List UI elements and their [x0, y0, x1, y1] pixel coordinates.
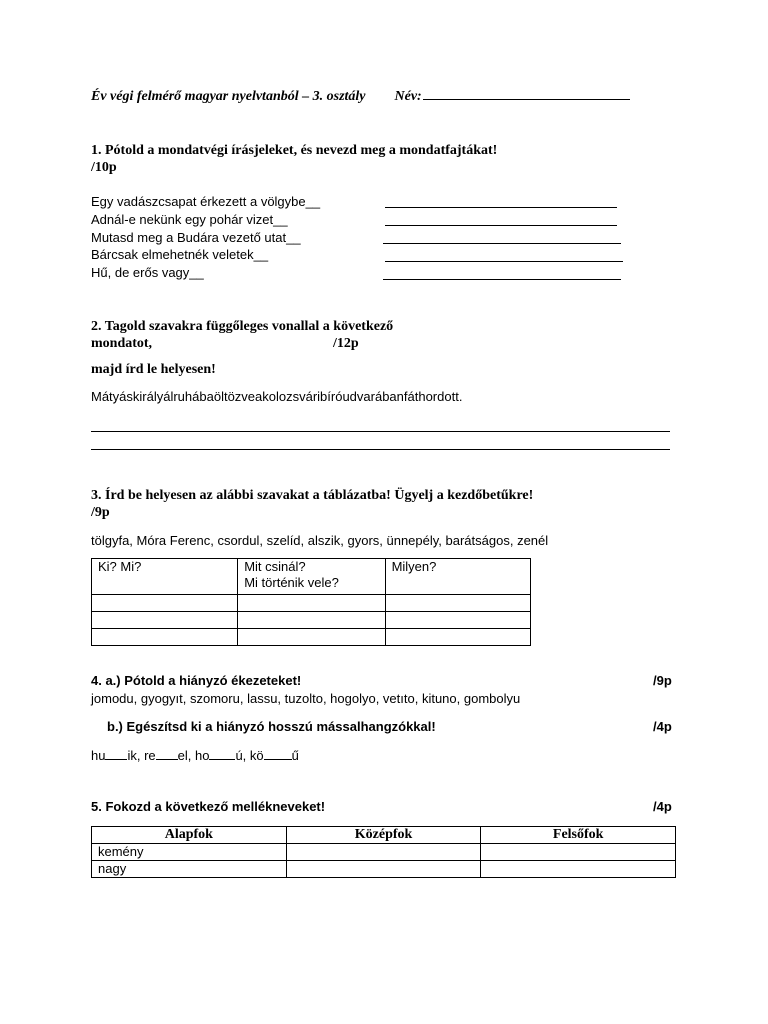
fill-blank[interactable] — [156, 747, 178, 760]
task3-points: /9p — [91, 505, 110, 520]
column-alapfok: Alapfok — [92, 827, 287, 844]
task2-answer-line-1[interactable] — [91, 431, 670, 432]
answer-line-2[interactable] — [385, 225, 617, 226]
table-cell[interactable] — [286, 861, 481, 878]
row-label-kemeny: kemény — [92, 844, 287, 861]
table-row — [92, 629, 531, 646]
column-felsofok: Felsőfok — [481, 827, 676, 844]
name-label: Név: — [394, 89, 422, 104]
task4a-word-list: jomodu, gyogyıt, szomoru, lassu, tuzolto, hogolyo, vetıto, kituno, gombolyu — [91, 691, 521, 706]
answer-line-3[interactable] — [383, 243, 621, 244]
table-row — [92, 861, 676, 878]
table-cell[interactable] — [481, 844, 676, 861]
task4b-heading: b.) Egészítsd ki a hiányzó hosszú mássalhangzókkal! — [107, 719, 436, 734]
table-cell[interactable] — [286, 844, 481, 861]
table-header-mit-csinal: Mit csinál? Mi történik vele? — [238, 559, 385, 595]
task2-instruction: majd írd le helyesen! — [91, 362, 216, 377]
answer-line-5[interactable] — [383, 279, 621, 280]
task5-points: /4p — [653, 799, 672, 814]
task2-points: /12p — [333, 336, 359, 351]
task1-sentence-4: Bárcsak elmehetnék veletek__ — [91, 247, 269, 262]
task3-table — [91, 558, 531, 646]
answer-line-1[interactable] — [385, 207, 617, 208]
table-cell[interactable] — [92, 629, 238, 646]
table-cell[interactable] — [92, 612, 238, 629]
table-row — [92, 595, 531, 612]
table-cell[interactable] — [238, 612, 385, 629]
table-header-ki-mi: Ki? Mi? — [92, 559, 238, 595]
task1-points: /10p — [91, 160, 117, 175]
task4b-points: /4p — [653, 719, 672, 734]
task3-word-list: tölgyfa, Móra Ferenc, csordul, szelíd, alszik, gyors, ünnepély, barátságos, zenél — [91, 533, 549, 548]
table-cell[interactable] — [92, 595, 238, 612]
task1-sentence-1: Egy vadászcsapat érkezett a völgybe__ — [91, 194, 321, 209]
task1-sentence-3: Mutasd meg a Budára vezető utat__ — [91, 230, 301, 245]
fill-blank[interactable] — [209, 747, 235, 760]
fill-blank[interactable] — [264, 747, 292, 760]
table-cell[interactable] — [385, 629, 530, 646]
task5-heading: 5. Fokozd a következő mellékneveket! — [91, 799, 326, 814]
table-cell[interactable] — [385, 612, 530, 629]
task1-sentence-5: Hű, de erős vagy__ — [91, 265, 204, 280]
task2-sentence: Mátyáskirályálruhábaöltözveakolozsváribíróudvarábanfáthordott. — [91, 389, 463, 404]
table-cell[interactable] — [238, 595, 385, 612]
table-cell[interactable] — [238, 629, 385, 646]
worksheet-title — [91, 86, 630, 105]
name-field[interactable] — [423, 86, 630, 100]
table-row — [92, 844, 676, 861]
task1-heading: 1. Pótold a mondatvégi írásjeleket, és nevezd meg a mondatfajtákat! — [91, 143, 498, 158]
task4a-heading: 4. a.) Pótold a hiányzó ékezeteket! — [91, 673, 302, 688]
title-text: Év végi felmérő magyar nyelvtanból – 3. osztály — [91, 89, 366, 104]
row-label-nagy: nagy — [92, 861, 287, 878]
task4b-word-list: hu ik, re el, ho ú, kö ű — [91, 748, 299, 763]
table-row — [92, 612, 531, 629]
column-kozepfok: Középfok — [286, 827, 481, 844]
task5-table — [91, 826, 676, 878]
fill-blank[interactable] — [105, 747, 127, 760]
task2-heading: 2. Tagold szavakra függőleges vonallal a következő — [91, 319, 394, 334]
table-cell[interactable] — [385, 595, 530, 612]
task1-sentence-2: Adnál-e nekünk egy pohár vizet__ — [91, 212, 288, 227]
task4a-points: /9p — [653, 673, 672, 688]
task2-heading-cont: mondatot, — [91, 336, 153, 351]
table-header-milyen: Milyen? — [385, 559, 530, 595]
table-cell[interactable] — [481, 861, 676, 878]
answer-line-4[interactable] — [385, 261, 623, 262]
task2-answer-line-2[interactable] — [91, 449, 670, 450]
task3-heading: 3. Írd be helyesen az alábbi szavakat a táblázatba! Ügyelj a kezdőbetűkre! — [91, 488, 534, 503]
